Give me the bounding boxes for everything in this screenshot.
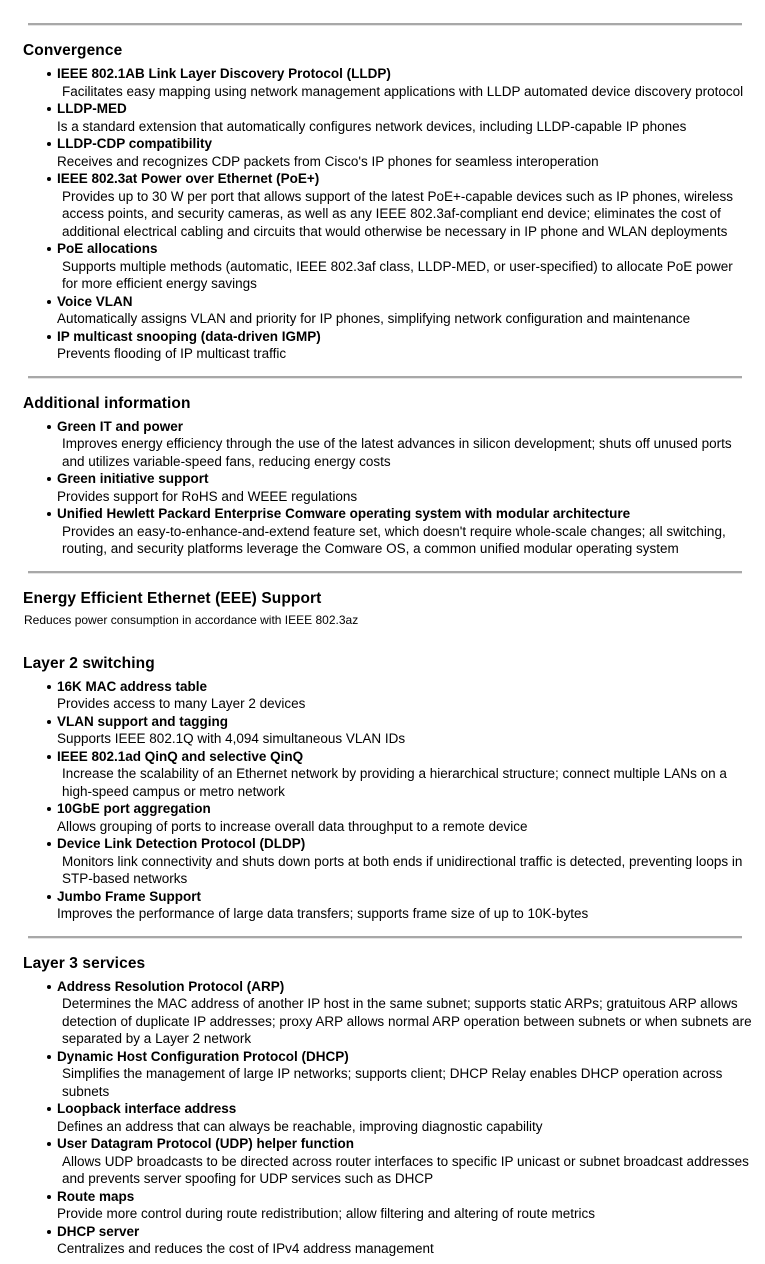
feature-item bbox=[23, 1135, 752, 1188]
feature-description: Provides support for RoHS and WEEE regulations bbox=[57, 488, 358, 504]
feature-description: Monitors link connectivity and shuts down ports at both ends if unidirectional traffic is detected, preventing loops in STP-based networks bbox=[62, 853, 743, 886]
bullet-icon bbox=[47, 107, 51, 111]
feature-description: Is a standard extension that automatically configures network devices, including LLDP-capable IP phones bbox=[57, 118, 687, 134]
feature-title: User Datagram Protocol (UDP) helper function bbox=[57, 1136, 355, 1151]
section-heading: Layer 3 services bbox=[23, 954, 146, 972]
section-divider bbox=[28, 23, 742, 26]
feature-item bbox=[23, 888, 752, 923]
feature-title: Loopback interface address bbox=[57, 1101, 237, 1116]
feature-description: Supports multiple methods (automatic, IEEE 802.3af class, LLDP-MED, or user-specified) to allocate PoE power for more efficient energy savings bbox=[62, 258, 733, 291]
bullet-icon bbox=[47, 720, 51, 724]
eee-intro-text: Reduces power consumption in accordance with IEEE 802.3az bbox=[24, 612, 359, 627]
section-divider bbox=[28, 936, 742, 939]
feature-description: Allows grouping of ports to increase overall data throughput to a remote device bbox=[57, 818, 528, 834]
feature-title: PoE allocations bbox=[57, 241, 158, 256]
feature-item bbox=[23, 1223, 752, 1258]
section-divider bbox=[28, 376, 742, 379]
bullet-icon bbox=[47, 1107, 51, 1111]
feature-item bbox=[23, 713, 752, 748]
feature-item bbox=[23, 748, 752, 801]
bullet-icon bbox=[47, 1055, 51, 1059]
feature-item bbox=[23, 65, 752, 100]
feature-item bbox=[23, 470, 752, 505]
feature-item bbox=[23, 978, 752, 1048]
feature-title: DHCP server bbox=[57, 1223, 140, 1239]
bullet-icon bbox=[47, 425, 51, 429]
section-heading: Convergence bbox=[23, 42, 123, 59]
feature-list bbox=[23, 65, 752, 363]
section-heading: Energy Efficient Ethernet (EEE) Support bbox=[23, 589, 322, 607]
feature-description: Facilitates easy mapping using network management applications with LLDP automated device discovery protocol bbox=[62, 83, 744, 99]
bullet-icon bbox=[47, 985, 51, 989]
feature-title: Route maps bbox=[57, 1188, 135, 1204]
feature-list bbox=[23, 418, 752, 558]
bullet-icon bbox=[47, 1230, 51, 1234]
feature-description: Provides an easy-to-enhance-and-extend feature set, which doesn't require whole-scale changes; all switching, routing, and security platforms leverage the Comware OS, a common unified modular operating system bbox=[62, 523, 726, 556]
section-heading: Additional information bbox=[23, 394, 191, 412]
feature-title: 16K MAC address table bbox=[57, 678, 208, 694]
feature-title: Jumbo Frame Support bbox=[57, 888, 202, 904]
feature-description: Simplifies the management of large IP networks; supports client; DHCP Relay enables DHCP operation across subnets bbox=[62, 1066, 723, 1099]
feature-description: Receives and recognizes CDP packets from Cisco's IP phones for seamless interoperation bbox=[57, 153, 599, 169]
feature-item bbox=[23, 800, 752, 835]
feature-title: Unified Hewlett Packard Enterprise Comware operating system with modular architecture bbox=[57, 506, 631, 521]
feature-title: LLDP-CDP compatibility bbox=[57, 136, 213, 151]
feature-item bbox=[23, 1048, 752, 1101]
feature-list bbox=[23, 678, 752, 923]
feature-description: Supports IEEE 802.1Q with 4,094 simultaneous VLAN IDs bbox=[57, 731, 406, 746]
bullet-icon bbox=[47, 842, 51, 846]
feature-title: Green initiative support bbox=[57, 471, 209, 486]
feature-title: Voice VLAN bbox=[57, 293, 133, 309]
feature-item bbox=[23, 835, 752, 888]
section-divider bbox=[28, 571, 742, 574]
feature-description: Allows UDP broadcasts to be directed across router interfaces to specific IP unicast or subnet broadcast addresses and prevents server spoofing for UDP services such as DHCP bbox=[62, 1153, 749, 1186]
bullet-icon bbox=[47, 300, 51, 304]
section-layer3-services bbox=[23, 954, 752, 1258]
bullet-icon bbox=[47, 1142, 51, 1146]
bullet-icon bbox=[47, 807, 51, 811]
bullet-icon bbox=[47, 512, 51, 516]
feature-description: Provides up to 30 W per port that allows support of the latest PoE+-capable devices such as IP phones, wireless access points, and security cameras, as well as any IEEE 802.3af-compliant end device; eliminates the cost of additional electrical cabling and circuits that would otherwise be necessary in IP phone and WLAN deployments bbox=[62, 188, 733, 239]
bullet-icon bbox=[47, 177, 51, 181]
bullet-icon bbox=[47, 895, 51, 899]
feature-item bbox=[23, 240, 752, 293]
bullet-icon bbox=[47, 477, 51, 481]
bullet-icon bbox=[47, 755, 51, 759]
feature-list bbox=[23, 978, 752, 1258]
section-additional-information bbox=[23, 394, 752, 558]
feature-item bbox=[23, 505, 752, 558]
feature-title: VLAN support and tagging bbox=[57, 713, 228, 729]
feature-description: Centralizes and reduces the cost of IPv4 address management bbox=[57, 1241, 434, 1256]
feature-title: Dynamic Host Configuration Protocol (DHCP) bbox=[57, 1048, 349, 1064]
feature-title: 10GbE port aggregation bbox=[57, 801, 211, 816]
feature-description: Increase the scalability of an Ethernet network by providing a hierarchical structure; connect multiple LANs on a high-speed campus or metro network bbox=[62, 766, 727, 799]
feature-description: Prevents flooding of IP multicast traffic bbox=[57, 346, 287, 361]
feature-title: LLDP-MED bbox=[57, 101, 127, 116]
feature-title: IP multicast snooping (data-driven IGMP) bbox=[57, 328, 321, 344]
feature-item bbox=[23, 1188, 752, 1223]
bullet-icon bbox=[47, 247, 51, 251]
bullet-icon bbox=[47, 1195, 51, 1199]
feature-title: Device Link Detection Protocol (DLDP) bbox=[57, 836, 306, 851]
section-heading: Layer 2 switching bbox=[23, 654, 155, 672]
feature-item bbox=[23, 135, 752, 170]
feature-title: IEEE 802.1AB Link Layer Discovery Protocol (LLDP) bbox=[57, 66, 391, 81]
feature-item bbox=[23, 170, 752, 240]
bullet-icon bbox=[47, 142, 51, 146]
feature-description: Determines the MAC address of another IP host in the same subnet; supports static ARPs; gratuitous ARP allows detection of duplicate IP addresses; proxy ARP allows normal ARP operation between subnets or when subnets are separated by a Layer 2 network bbox=[62, 996, 752, 1046]
feature-item bbox=[23, 678, 752, 713]
feature-description: Automatically assigns VLAN and priority for IP phones, simplifying network configuration and maintenance bbox=[57, 311, 691, 326]
feature-item bbox=[23, 1100, 752, 1135]
section-eee-support bbox=[23, 589, 752, 628]
section-convergence bbox=[23, 41, 752, 363]
feature-description: Provide more control during route redistribution; allow filtering and altering of route metrics bbox=[57, 1206, 596, 1221]
feature-title: Address Resolution Protocol (ARP) bbox=[57, 978, 285, 994]
feature-title: IEEE 802.3at Power over Ethernet (PoE+) bbox=[57, 171, 320, 186]
feature-item bbox=[23, 328, 752, 363]
feature-description: Improves energy efficiency through the use of the latest advances in silicon development; shuts off unused ports and utilizes variable-speed fans, reducing energy costs bbox=[62, 436, 732, 469]
section-layer2-switching bbox=[23, 654, 752, 923]
feature-title: Green IT and power bbox=[57, 418, 184, 434]
feature-description: Defines an address that can always be reachable, improving diagnostic capability bbox=[57, 1118, 543, 1134]
feature-description: Improves the performance of large data transfers; supports frame size of up to 10K-bytes bbox=[57, 906, 589, 921]
feature-item bbox=[23, 293, 752, 328]
bullet-icon bbox=[47, 335, 51, 339]
feature-title: IEEE 802.1ad QinQ and selective QinQ bbox=[57, 748, 304, 764]
feature-item bbox=[23, 100, 752, 135]
feature-description: Provides access to many Layer 2 devices bbox=[57, 696, 306, 711]
bullet-icon bbox=[47, 685, 51, 689]
bullet-icon bbox=[47, 72, 51, 76]
feature-item bbox=[23, 418, 752, 471]
